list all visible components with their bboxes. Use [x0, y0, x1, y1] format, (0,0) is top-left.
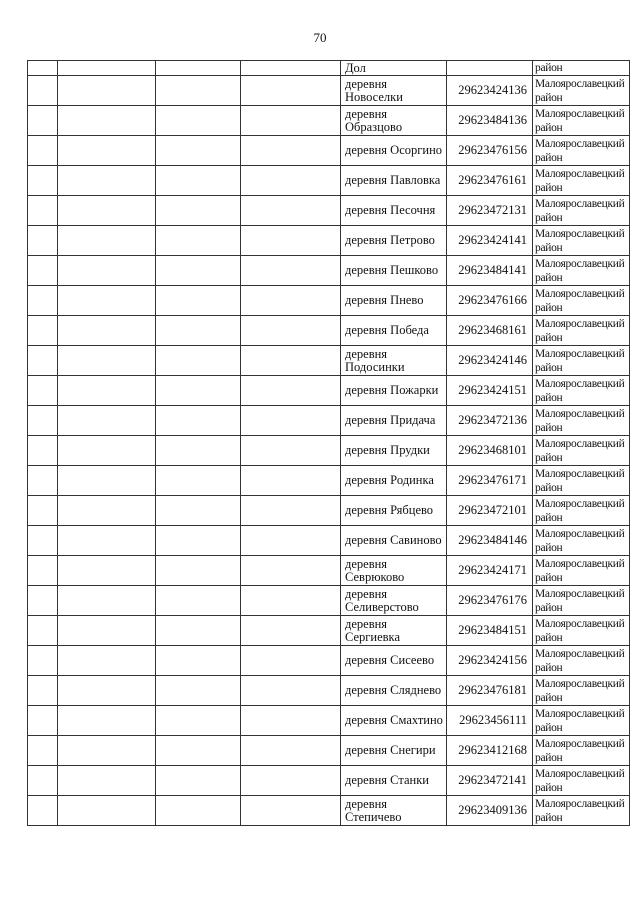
table-cell-blank [28, 526, 58, 556]
table-cell-blank [241, 436, 341, 466]
oktmo-code-cell: 29623476156 [447, 136, 533, 166]
settlement-cell: деревня Подосинки [341, 346, 447, 376]
table-cell-blank [58, 346, 156, 376]
table-cell-blank [241, 496, 341, 526]
table-cell-blank [58, 166, 156, 196]
table-cell-blank [28, 586, 58, 616]
table-cell-blank [156, 796, 241, 826]
table-row [28, 286, 630, 316]
table-cell-blank [156, 736, 241, 766]
table-cell-blank [241, 466, 341, 496]
table-cell-blank [156, 706, 241, 736]
table-row [28, 196, 630, 226]
table-cell-blank [156, 586, 241, 616]
table-cell-blank [58, 196, 156, 226]
table-cell-blank [58, 496, 156, 526]
table-cell-blank [241, 586, 341, 616]
table-cell-blank [241, 76, 341, 106]
table-cell-blank [241, 136, 341, 166]
table-row [28, 496, 630, 526]
table-cell-blank [156, 226, 241, 256]
table-cell-blank [156, 316, 241, 346]
table-cell-blank [156, 556, 241, 586]
settlement-cell: деревня Смахтино [341, 706, 447, 736]
table-cell-blank [58, 76, 156, 106]
oktmo-code-cell: 29623472136 [447, 406, 533, 436]
table-cell-blank [28, 406, 58, 436]
table-cell-blank [58, 526, 156, 556]
table-cell-blank [241, 616, 341, 646]
table-row [28, 646, 630, 676]
table-cell-blank [28, 346, 58, 376]
district-cell: Малоярославецкий район [533, 796, 630, 826]
table-cell-blank [241, 61, 341, 76]
table-cell-blank [156, 406, 241, 436]
table-cell-blank [241, 346, 341, 376]
table-cell-blank [156, 646, 241, 676]
oktmo-code-cell: 29623424136 [447, 76, 533, 106]
oktmo-code-cell: 29623484146 [447, 526, 533, 556]
oktmo-code-cell: 29623472101 [447, 496, 533, 526]
table-row [28, 736, 630, 766]
settlement-cell: деревня Пожарки [341, 376, 447, 406]
table-row [28, 586, 630, 616]
settlement-cell: деревня Сисеево [341, 646, 447, 676]
settlement-cell: деревня Песочня [341, 196, 447, 226]
table-cell-blank [28, 226, 58, 256]
table-cell-blank [28, 706, 58, 736]
table-cell-blank [58, 706, 156, 736]
table-row [28, 76, 630, 106]
table-cell-blank [58, 556, 156, 586]
table-row [28, 226, 630, 256]
settlement-cell: деревня Севрюково [341, 556, 447, 586]
table-cell-blank [241, 556, 341, 586]
oktmo-code-cell: 29623484136 [447, 106, 533, 136]
settlement-cell: деревня Победа [341, 316, 447, 346]
table-row [28, 406, 630, 436]
oktmo-code-cell: 29623424151 [447, 376, 533, 406]
district-cell: Малоярославецкий район [533, 676, 630, 706]
settlement-cell: деревня Павловка [341, 166, 447, 196]
oktmo-code-cell: 29623472141 [447, 766, 533, 796]
oktmo-code-cell: 29623476171 [447, 466, 533, 496]
table-row [28, 316, 630, 346]
oktmo-code-cell: 29623424141 [447, 226, 533, 256]
table-cell-blank [28, 316, 58, 346]
district-cell: Малоярославецкий район [533, 526, 630, 556]
table-cell-blank [156, 76, 241, 106]
table-cell-blank [28, 646, 58, 676]
settlement-cell: деревня Образцово [341, 106, 447, 136]
oktmo-code-cell: 29623424156 [447, 646, 533, 676]
table-row [28, 436, 630, 466]
oktmo-code-cell: 29623476161 [447, 166, 533, 196]
table-cell-blank [241, 286, 341, 316]
table-cell-blank [58, 316, 156, 346]
district-cell: Малоярославецкий район [533, 436, 630, 466]
table-cell-blank [241, 406, 341, 436]
table-cell-blank [28, 676, 58, 706]
oktmo-code-cell: 29623412168 [447, 736, 533, 766]
oktmo-code-cell: 29623484151 [447, 616, 533, 646]
table-cell-blank [58, 256, 156, 286]
table-cell-blank [58, 406, 156, 436]
table-cell-blank [58, 106, 156, 136]
page-number: 70 [313, 30, 327, 45]
table-cell-blank [156, 496, 241, 526]
table-cell-blank [58, 586, 156, 616]
table-cell-blank [241, 316, 341, 346]
table-cell-blank [156, 256, 241, 286]
table-cell-blank [28, 166, 58, 196]
table-cell-blank [28, 286, 58, 316]
district-cell: Малоярославецкий район [533, 466, 630, 496]
table-cell-blank [156, 436, 241, 466]
table-cell-blank [156, 616, 241, 646]
oktmo-code-cell: 29623484141 [447, 256, 533, 286]
table-cell-blank [241, 226, 341, 256]
table-cell-blank [156, 676, 241, 706]
table-cell-blank [58, 226, 156, 256]
table-cell-blank [28, 256, 58, 286]
oktmo-code-cell: 29623424171 [447, 556, 533, 586]
table-cell-blank [28, 766, 58, 796]
table-cell-blank [156, 346, 241, 376]
oktmo-code-cell: 29623424146 [447, 346, 533, 376]
settlement-cell: деревня Пнево [341, 286, 447, 316]
settlement-cell: деревня Рябцево [341, 496, 447, 526]
table-row [28, 526, 630, 556]
settlement-cell: деревня Новоселки [341, 76, 447, 106]
table-cell-blank [58, 376, 156, 406]
table-row [28, 136, 630, 166]
table-cell-blank [58, 436, 156, 466]
oktmo-code-cell: 29623472131 [447, 196, 533, 226]
district-cell: Малоярославецкий район [533, 706, 630, 736]
table-cell-blank [28, 196, 58, 226]
table-row [28, 766, 630, 796]
table-cell-blank [58, 646, 156, 676]
table-row [28, 166, 630, 196]
table-cell-blank [241, 706, 341, 736]
table-cell-blank [156, 61, 241, 76]
settlement-cell: деревня Пешково [341, 256, 447, 286]
table-cell-blank [241, 736, 341, 766]
table-row [28, 616, 630, 646]
table-cell-blank [58, 736, 156, 766]
district-cell: Малоярославецкий район [533, 256, 630, 286]
table-cell-blank [58, 766, 156, 796]
table-cell-blank [58, 796, 156, 826]
settlement-cell: деревня Снегири [341, 736, 447, 766]
oktmo-code-cell: 29623468101 [447, 436, 533, 466]
table-cell-blank [241, 676, 341, 706]
table-cell-blank [58, 136, 156, 166]
settlement-cell: деревня Сляднево [341, 676, 447, 706]
settlement-cell: деревня Осоргино [341, 136, 447, 166]
table-cell-blank [28, 466, 58, 496]
district-cell: Малоярославецкий район [533, 76, 630, 106]
table-cell-blank [28, 436, 58, 466]
table-cell-blank [58, 676, 156, 706]
table-cell-blank [241, 526, 341, 556]
table-cell-blank [28, 496, 58, 526]
table-cell-blank [241, 256, 341, 286]
oktmo-code-cell: 29623476176 [447, 586, 533, 616]
district-cell: Малоярославецкий район [533, 316, 630, 346]
district-cell: Малоярославецкий район [533, 136, 630, 166]
table-row [28, 346, 630, 376]
district-cell: Малоярославецкий район [533, 766, 630, 796]
settlement-cell: деревня Степичево [341, 796, 447, 826]
table-cell-blank [156, 766, 241, 796]
table-cell-blank [241, 166, 341, 196]
district-cell: Малоярославецкий район [533, 346, 630, 376]
table-cell-blank [28, 736, 58, 766]
table-row [28, 676, 630, 706]
table-cell-blank [241, 376, 341, 406]
table-cell-blank [156, 376, 241, 406]
district-cell: Малоярославецкий район [533, 196, 630, 226]
district-cell: Малоярославецкий район [533, 616, 630, 646]
table-cell-blank [28, 136, 58, 166]
oktmo-code-cell: 29623456111 [447, 706, 533, 736]
table-cell-blank [28, 556, 58, 586]
table-row [28, 556, 630, 586]
district-cell: Малоярославецкий район [533, 376, 630, 406]
table-cell-blank [156, 136, 241, 166]
table-cell-blank [58, 466, 156, 496]
table-cell-blank [28, 616, 58, 646]
settlement-cell: деревня Придача [341, 406, 447, 436]
oktmo-code-cell [447, 61, 533, 76]
district-cell: Малоярославецкий район [533, 226, 630, 256]
table-row [28, 466, 630, 496]
table-cell-blank [241, 196, 341, 226]
settlement-cell: деревня Станки [341, 766, 447, 796]
table-cell-blank [28, 61, 58, 76]
settlement-registry-table [27, 60, 630, 826]
table-cell-blank [28, 376, 58, 406]
table-row [28, 376, 630, 406]
table-cell-blank [241, 106, 341, 136]
settlement-cell: деревня Савиново [341, 526, 447, 556]
oktmo-code-cell: 29623409136 [447, 796, 533, 826]
table-cell-blank [58, 286, 156, 316]
district-cell: Малоярославецкий район [533, 286, 630, 316]
district-cell: Малоярославецкий район [533, 406, 630, 436]
settlement-cell: Дол [341, 61, 447, 76]
oktmo-code-cell: 29623476181 [447, 676, 533, 706]
table-cell-blank [156, 106, 241, 136]
table-cell-blank [58, 61, 156, 76]
district-cell: район [533, 61, 630, 76]
table-cell-blank [241, 766, 341, 796]
district-cell: Малоярославецкий район [533, 496, 630, 526]
table-cell-blank [28, 106, 58, 136]
table-cell-blank [156, 286, 241, 316]
table-row-continued [28, 61, 630, 76]
oktmo-code-cell: 29623476166 [447, 286, 533, 316]
district-cell: Малоярославецкий район [533, 556, 630, 586]
table-row [28, 706, 630, 736]
table-cell-blank [156, 196, 241, 226]
table-cell-blank [156, 526, 241, 556]
table-cell-blank [156, 466, 241, 496]
settlement-cell: деревня Петрово [341, 226, 447, 256]
oktmo-code-cell: 29623468161 [447, 316, 533, 346]
district-cell: Малоярославецкий район [533, 166, 630, 196]
table-row [28, 796, 630, 826]
table-cell-blank [241, 796, 341, 826]
district-cell: Малоярославецкий район [533, 586, 630, 616]
settlement-cell: деревня Селиверстово [341, 586, 447, 616]
table-cell-blank [58, 616, 156, 646]
table-cell-blank [156, 166, 241, 196]
table-cell-blank [28, 76, 58, 106]
table-cell-blank [28, 796, 58, 826]
settlement-cell: деревня Сергиевка [341, 616, 447, 646]
district-cell: Малоярославецкий район [533, 736, 630, 766]
district-cell: Малоярославецкий район [533, 106, 630, 136]
district-cell: Малоярославецкий район [533, 646, 630, 676]
settlement-cell: деревня Прудки [341, 436, 447, 466]
settlement-cell: деревня Родинка [341, 466, 447, 496]
table-row [28, 256, 630, 286]
table-cell-blank [241, 646, 341, 676]
table-row [28, 106, 630, 136]
